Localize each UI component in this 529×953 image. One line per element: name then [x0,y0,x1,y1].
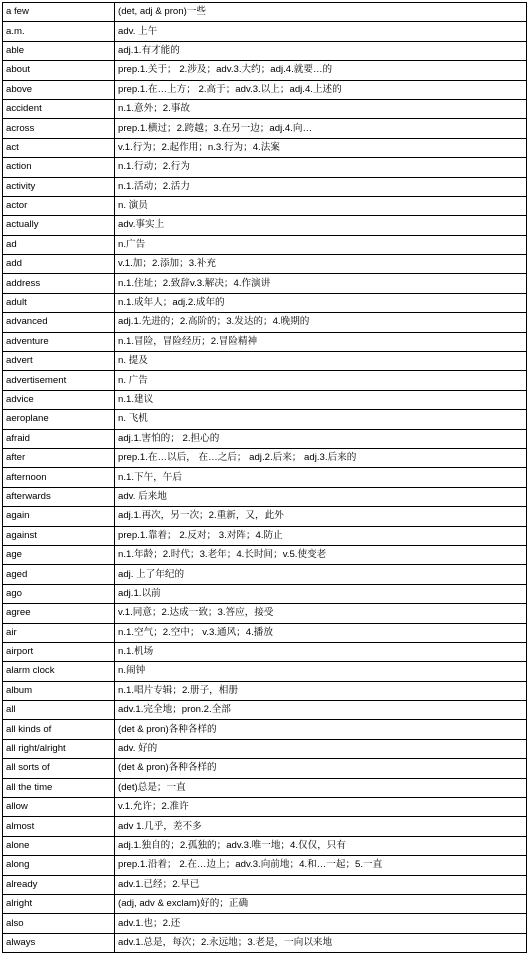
table-row [3,642,527,661]
word-cell: afterwards [3,487,115,506]
word-cell: against [3,526,115,545]
word-cell: age [3,545,115,564]
definition-cell: adv.1.也；2.还 [115,914,527,933]
definition-cell: v.1.允许；2.准许 [115,798,527,817]
word-cell: airport [3,642,115,661]
word-cell: action [3,158,115,177]
table-row [3,313,527,332]
table-row [3,798,527,817]
word-cell: adventure [3,332,115,351]
word-cell: activity [3,177,115,196]
table-row [3,255,527,274]
table-row [3,856,527,875]
table-row [3,875,527,894]
vocabulary-table [2,2,527,953]
table-row [3,604,527,623]
definition-cell: n.1.年龄；2.时代；3.老年；4.长时间；v.5.使变老 [115,545,527,564]
definition-cell: adv. 上午 [115,22,527,41]
definition-cell: n.1.空气；2.空中； v.3.通风；4.播放 [115,623,527,642]
word-cell: allow [3,798,115,817]
definition-cell: n.1.意外；2.事故 [115,99,527,118]
word-cell: always [3,933,115,952]
definition-cell: (det)总是；一直 [115,778,527,797]
table-row [3,817,527,836]
table-row [3,526,527,545]
table-row [3,216,527,235]
table-row [3,914,527,933]
word-cell: actor [3,196,115,215]
table-row [3,3,527,22]
definition-cell: adv.事实上 [115,216,527,235]
word-cell: also [3,914,115,933]
table-row [3,759,527,778]
table-row [3,235,527,254]
word-cell: alone [3,836,115,855]
definition-cell: adj.1.有才能的 [115,41,527,60]
table-row [3,662,527,681]
table-row [3,80,527,99]
word-cell: advertisement [3,371,115,390]
table-row [3,196,527,215]
word-cell: advert [3,352,115,371]
definition-cell: adv. 好的 [115,739,527,758]
word-cell: air [3,623,115,642]
word-cell: act [3,138,115,157]
definition-cell: n.1.机场 [115,642,527,661]
table-row [3,99,527,118]
table-row [3,623,527,642]
definition-cell: adj.1.害怕的； 2.担心的 [115,429,527,448]
table-row [3,778,527,797]
definition-cell: prep.1.靠着； 2.反对； 3.对阵；4.防止 [115,526,527,545]
definition-cell: adj.1.先进的；2.高阶的；3.发达的；4.晚期的 [115,313,527,332]
definition-cell: prep.1.在…以后， 在…之后； adj.2.后来； adj.3.后来的 [115,448,527,467]
word-cell: about [3,61,115,80]
definition-cell: n. 广告 [115,371,527,390]
definition-cell: n.广告 [115,235,527,254]
word-cell: across [3,119,115,138]
table-row [3,410,527,429]
word-cell: afternoon [3,468,115,487]
word-cell: along [3,856,115,875]
definition-cell: n.1.下午，午后 [115,468,527,487]
definition-cell: n.1.住址；2.致辞v.3.解决；4.作演讲 [115,274,527,293]
table-row [3,681,527,700]
definition-cell: n. 提及 [115,352,527,371]
definition-cell: adj.1.再次，另一次；2.重新，又，此外 [115,507,527,526]
table-row [3,584,527,603]
word-cell: all [3,701,115,720]
definition-cell: (det & pron)各种各样的 [115,720,527,739]
definition-cell: n.1.建议 [115,390,527,409]
word-cell: agree [3,604,115,623]
word-cell: alarm clock [3,662,115,681]
table-row [3,487,527,506]
definition-cell: prep.1.关于； 2.涉及；adv.3.大约；adj.4.就要…的 [115,61,527,80]
word-cell: advanced [3,313,115,332]
definition-cell: n.1.活动；2.活力 [115,177,527,196]
definition-cell: n.1.冒险，冒险经历；2.冒险精神 [115,332,527,351]
word-cell: already [3,875,115,894]
word-cell: all the time [3,778,115,797]
definition-cell: adj.1.以前 [115,584,527,603]
table-row [3,22,527,41]
definition-cell: (adj, adv & exclam)好的；正确 [115,894,527,913]
table-row [3,332,527,351]
word-cell: actually [3,216,115,235]
definition-cell: n.1.行动；2.行为 [115,158,527,177]
word-cell: add [3,255,115,274]
word-cell: accident [3,99,115,118]
definition-cell: adv.1.完全地；pron.2.全部 [115,701,527,720]
table-row [3,41,527,60]
table-row [3,468,527,487]
table-row [3,371,527,390]
word-cell: a few [3,3,115,22]
table-row [3,158,527,177]
word-cell: adult [3,293,115,312]
table-row [3,701,527,720]
word-cell: almost [3,817,115,836]
word-cell: all right/alright [3,739,115,758]
table-row [3,293,527,312]
definition-cell: prep.1.在…上方； 2.高于；adv.3.以上；adj.4.上述的 [115,80,527,99]
definition-cell: n. 演员 [115,196,527,215]
definition-cell: n. 飞机 [115,410,527,429]
word-cell: above [3,80,115,99]
definition-cell: adj.1.独自的；2.孤独的；adv.3.唯一地；4.仅仅，只有 [115,836,527,855]
table-row [3,565,527,584]
word-cell: aeroplane [3,410,115,429]
definition-cell: v.1.加；2.添加；3.补充 [115,255,527,274]
word-cell: afraid [3,429,115,448]
definition-cell: n.闹钟 [115,662,527,681]
table-row [3,448,527,467]
word-cell: able [3,41,115,60]
definition-cell: (det & pron)各种各样的 [115,759,527,778]
word-cell: album [3,681,115,700]
table-row [3,177,527,196]
table-row [3,836,527,855]
word-cell: advice [3,390,115,409]
word-cell: after [3,448,115,467]
table-row [3,739,527,758]
definition-cell: adj. 上了年纪的 [115,565,527,584]
definition-cell: n.1.唱片专辑；2.册子，相册 [115,681,527,700]
definition-cell: adv.1.已经；2.早已 [115,875,527,894]
word-cell: address [3,274,115,293]
vocabulary-table-body [3,3,527,953]
definition-cell: n.1.成年人；adj.2.成年的 [115,293,527,312]
table-row [3,274,527,293]
word-cell: aged [3,565,115,584]
table-row [3,138,527,157]
definition-cell: v.1.行为；2.起作用；n.3.行为；4.法案 [115,138,527,157]
definition-cell: adv.1.总是，每次；2.永远地；3.老是，一向以来地 [115,933,527,952]
table-row [3,507,527,526]
definition-cell: prep.1.沿着； 2.在…边上；adv.3.向前地；4.和…一起；5.一直 [115,856,527,875]
table-row [3,119,527,138]
definition-cell: adv. 后来地 [115,487,527,506]
definition-cell: (det, adj & pron)一些 [115,3,527,22]
word-cell: a.m. [3,22,115,41]
table-row [3,429,527,448]
table-row [3,352,527,371]
table-row [3,545,527,564]
definition-cell: adv 1.几乎，差不多 [115,817,527,836]
word-cell: alright [3,894,115,913]
table-row [3,933,527,952]
table-row [3,390,527,409]
word-cell: again [3,507,115,526]
word-cell: all sorts of [3,759,115,778]
table-row [3,61,527,80]
table-row [3,894,527,913]
definition-cell: prep.1.横过；2.跨越；3.在另一边；adj.4.向… [115,119,527,138]
word-cell: all kinds of [3,720,115,739]
word-cell: ago [3,584,115,603]
definition-cell: v.1.同意；2.达成一致；3.答应，接受 [115,604,527,623]
word-cell: ad [3,235,115,254]
table-row [3,720,527,739]
